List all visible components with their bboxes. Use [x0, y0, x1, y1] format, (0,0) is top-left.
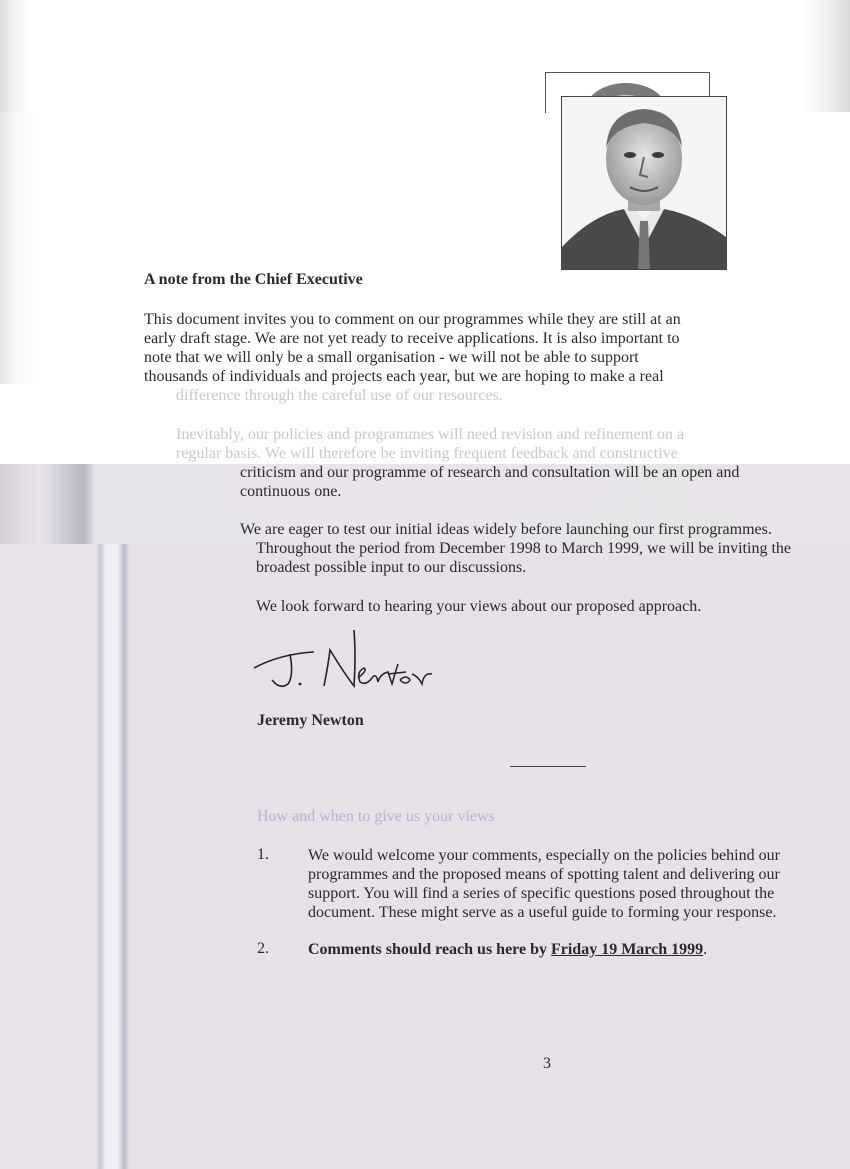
- paragraph-line: Throughout the period from December 1998 to March 1999, we will be inviting the: [256, 540, 791, 557]
- list-line: We would welcome your comments, especially on the policies behind our: [308, 847, 780, 864]
- paragraph-line: broadest possible input to our discussions.: [256, 559, 527, 576]
- handwritten-signature: [250, 626, 440, 692]
- paragraph-line: continuous one.: [240, 483, 342, 500]
- paragraph-line: criticism and our programme of research and consultation will be an open and: [240, 464, 740, 481]
- paragraph-line: early draft stage. We are not yet ready to receive applications. It is also important to: [144, 330, 680, 347]
- deadline-date: Friday 19 March 1999: [550, 941, 704, 958]
- paragraph-line: We are eager to test our initial ideas widely before launching our first programmes.: [240, 521, 772, 538]
- paragraph-line: note that we will only be a small organisation - we will not be able to support: [144, 349, 639, 366]
- separator-rule: [510, 766, 586, 767]
- deadline-prefix: Comments should reach us here by: [308, 941, 551, 958]
- chief-executive-portrait: [561, 96, 727, 270]
- page-number: 3: [543, 1055, 551, 1072]
- paragraph-line: Inevitably, our policies and programmes will need revision and refinement on a: [176, 426, 685, 443]
- section-heading: How and when to give us your views: [257, 808, 495, 825]
- deadline-suffix: .: [703, 941, 708, 958]
- signatory-name: Jeremy Newton: [257, 712, 364, 729]
- list-line: programmes and the proposed means of spotting talent and delivering our: [308, 866, 780, 883]
- paragraph-line: regular basis. We will therefore be inviting frequent feedback and constructive: [176, 445, 678, 462]
- page-heading: A note from the Chief Executive: [144, 271, 363, 288]
- list-number: 1.: [257, 846, 269, 863]
- deadline-line: [308, 940, 707, 959]
- paragraph-line: difference through the careful use of our resources.: [176, 387, 503, 404]
- paragraph-line: This document invites you to comment on our programmes while they are still at an: [144, 311, 681, 328]
- paragraph-closing: We look forward to hearing your views about our proposed approach.: [256, 598, 702, 615]
- list-line: support. You will find a series of specific questions posed throughout the: [308, 885, 775, 902]
- list-number: 2.: [257, 940, 269, 957]
- paragraph-line: thousands of individuals and projects each year, but we are hoping to make a real: [144, 368, 664, 385]
- list-line: document. These might serve as a useful guide to forming your response.: [308, 904, 777, 921]
